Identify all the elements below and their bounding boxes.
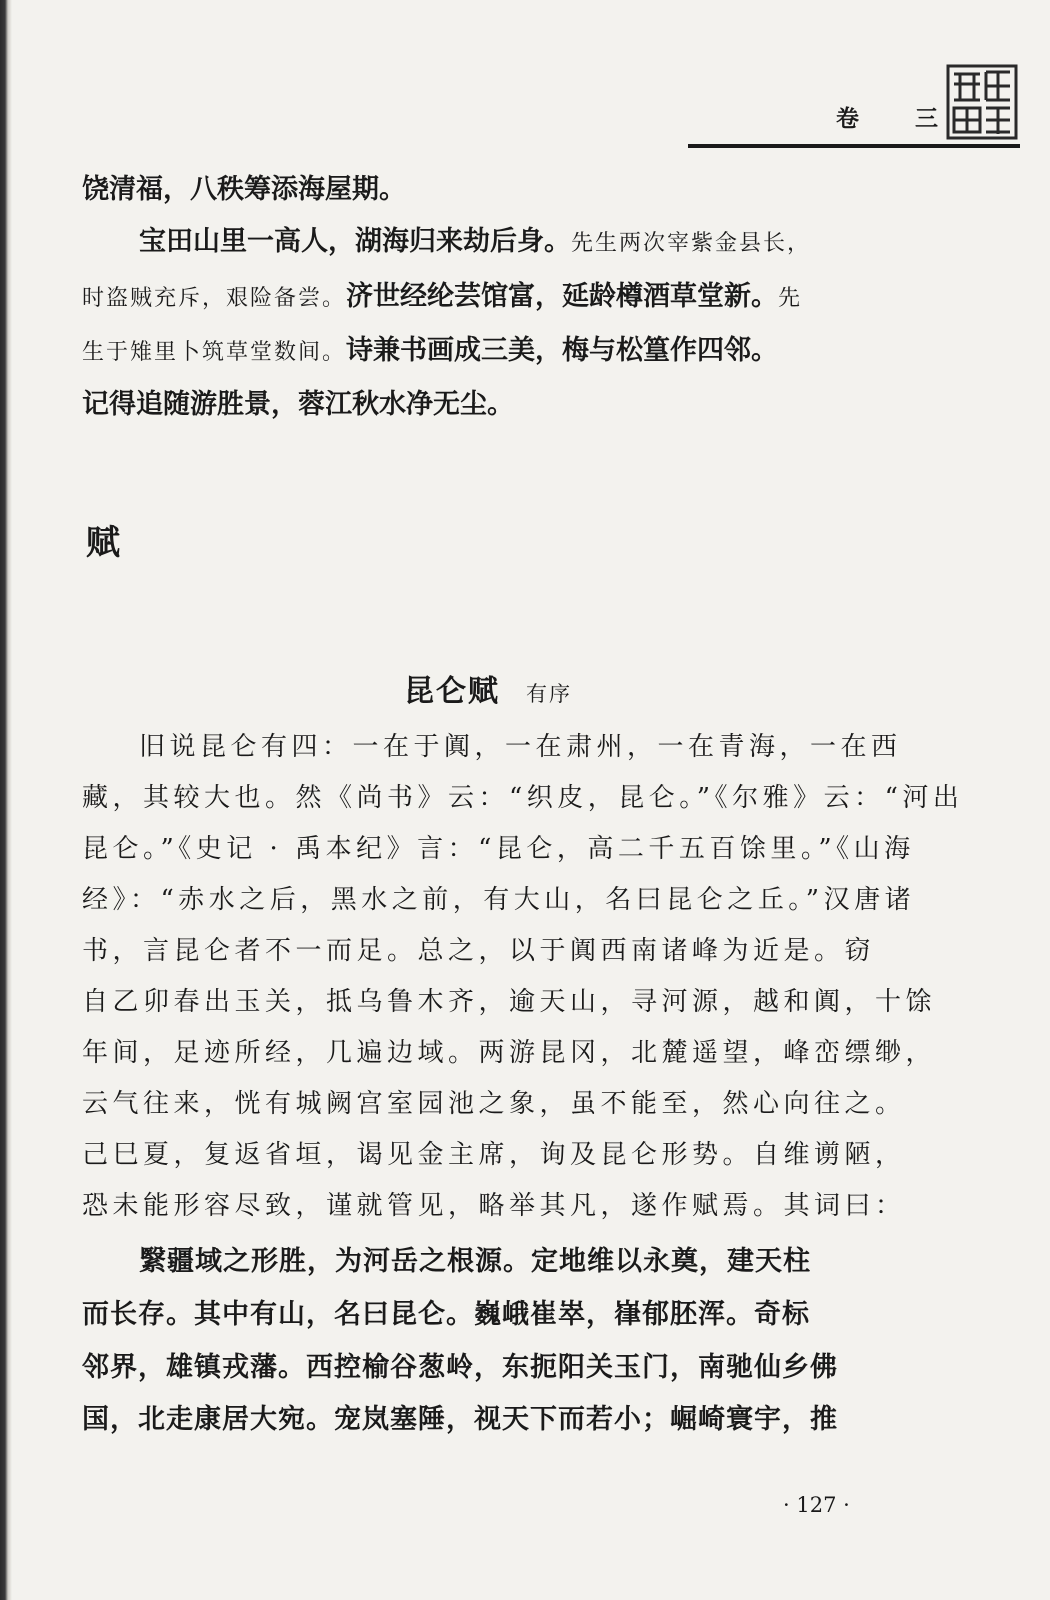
poem2-l2-note: 时盗贼充斥，艰险备尝。	[82, 286, 347, 311]
fu-body-line: 而长存。其中有山，名曰昆仑。巍峨崔崒，嵂郁胚浑。奇标	[82, 1299, 810, 1330]
preface-line: 年间，足迹所经，几遍边域。两游昆冈，北麓遥望，峰峦缥缈，	[82, 1038, 937, 1068]
poem-end-line: 饶清福，八秩筹添海屋期。	[82, 174, 406, 205]
preface-line: 云气往来，恍有城阙宫室园池之象，虽不能至，然心向往之。	[82, 1089, 906, 1119]
fu-title-main: 昆仑赋	[404, 674, 500, 709]
preface-line: 己巳夏，复返省垣，谒见金主席，询及昆仑形势。自维谫陋，	[82, 1140, 906, 1170]
page-edge	[0, 0, 12, 1600]
preface-line: 藏，其较大也。然《尚书》云：“织皮，昆仑。”《尔雅》云：“河出	[82, 783, 964, 813]
poem2-l1-note: 先生两次宰紫金县长，	[571, 231, 812, 256]
fu-title	[404, 666, 572, 710]
section-title: 赋	[86, 523, 120, 563]
preface-line: 经》：“赤水之后，黑水之前，有大山，名曰昆仑之丘。”汉唐诸	[82, 885, 916, 915]
running-header-volume: 卷 三	[836, 105, 963, 132]
poem2-l2-note-b: 先	[778, 286, 803, 311]
poem2-l3-note: 生于雉里卜筑草堂数间。	[82, 340, 347, 365]
fu-body-line: 邻界，雄镇戎藩。西控榆谷葱岭，东扼阳关玉门，南驰仙乡佛	[82, 1352, 838, 1383]
preface-line: 旧说昆仑有四：一在于阗，一在肃州，一在青海，一在西	[139, 732, 902, 762]
preface-line: 恐未能形容尽致，谨就管见，略举其凡，遂作赋焉。其词曰：	[82, 1191, 906, 1221]
poem2-line-1	[82, 228, 811, 255]
fu-body-line: 国，北走康居大宛。宠岚塞陲，视天下而若小；崛崎寰宇，推	[82, 1404, 838, 1435]
poem2-l3-main: 诗兼书画成三美，梅与松篁作四邻。	[346, 335, 779, 366]
poem2-l2-main: 济世经纶芸馆富，延龄樽酒草堂新。	[346, 281, 779, 312]
poem2-line-2	[82, 283, 802, 310]
preface-line: 自乙卯春出玉关，抵乌鲁木齐，逾天山，寻河源，越和阗，十馀	[82, 987, 937, 1017]
poem2-l1-main: 宝田山里一高人，湖海归来劫后身。	[139, 226, 571, 257]
preface-line: 书，言昆仑者不一而足。总之，以于阗西南诸峰为近是。窃	[82, 936, 876, 966]
poem2-line-3	[82, 337, 778, 364]
poem2-line-4: 记得追随游胜景，蓉江秋水净无尘。	[82, 389, 514, 420]
fu-title-subtitle: 有序	[526, 682, 572, 706]
header-rule	[688, 144, 1020, 148]
preface-line: 昆仑。”《史记 · 禹本纪》言：“昆仑，高二千五百馀里。”《山海	[82, 834, 915, 864]
fu-body-line: 繄疆域之形胜，为河岳之根源。定地维以永奠，建天柱	[139, 1246, 811, 1277]
page-number: · 127 ·	[783, 1493, 850, 1517]
